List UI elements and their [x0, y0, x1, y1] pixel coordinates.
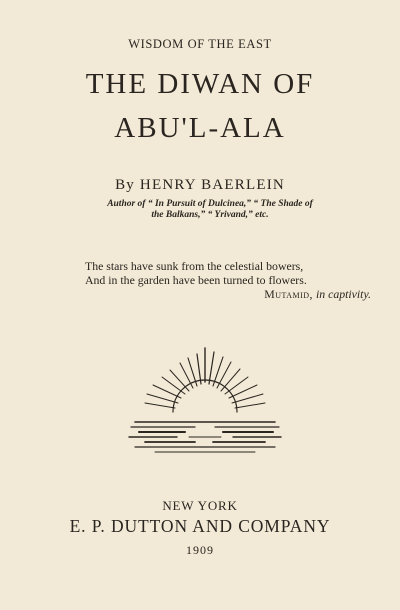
publication-year: 1909 — [186, 543, 214, 557]
author-credits-line-2: the Balkans,” “ Yrivand,” etc. — [151, 210, 269, 220]
epigraph-line-1: The stars have sunk from the celestial bowers, — [85, 259, 304, 273]
publisher-city: NEW YORK — [162, 498, 238, 513]
epigraph-attribution — [264, 287, 371, 302]
attribution-note: in captivity. — [315, 287, 371, 301]
series-title: WISDOM OF THE EAST — [128, 37, 272, 51]
book-title-line-1: THE DIWAN OF — [85, 68, 315, 100]
epigraph-line-2: And in the garden have been turned to flowers. — [85, 273, 307, 287]
book-title-line-2: ABU'L-ALA — [114, 112, 286, 144]
author-byline: By HENRY BAERLEIN — [115, 177, 285, 193]
publisher-name: E. P. DUTTON AND COMPANY — [69, 516, 331, 536]
attribution-name: Mutamid, — [264, 287, 313, 301]
author-credits — [60, 199, 360, 221]
sunrise-vignette — [125, 340, 285, 462]
author-credits-line-1: Author of “ In Pursuit of Dulcinea,” “ The Shade of — [107, 199, 313, 209]
